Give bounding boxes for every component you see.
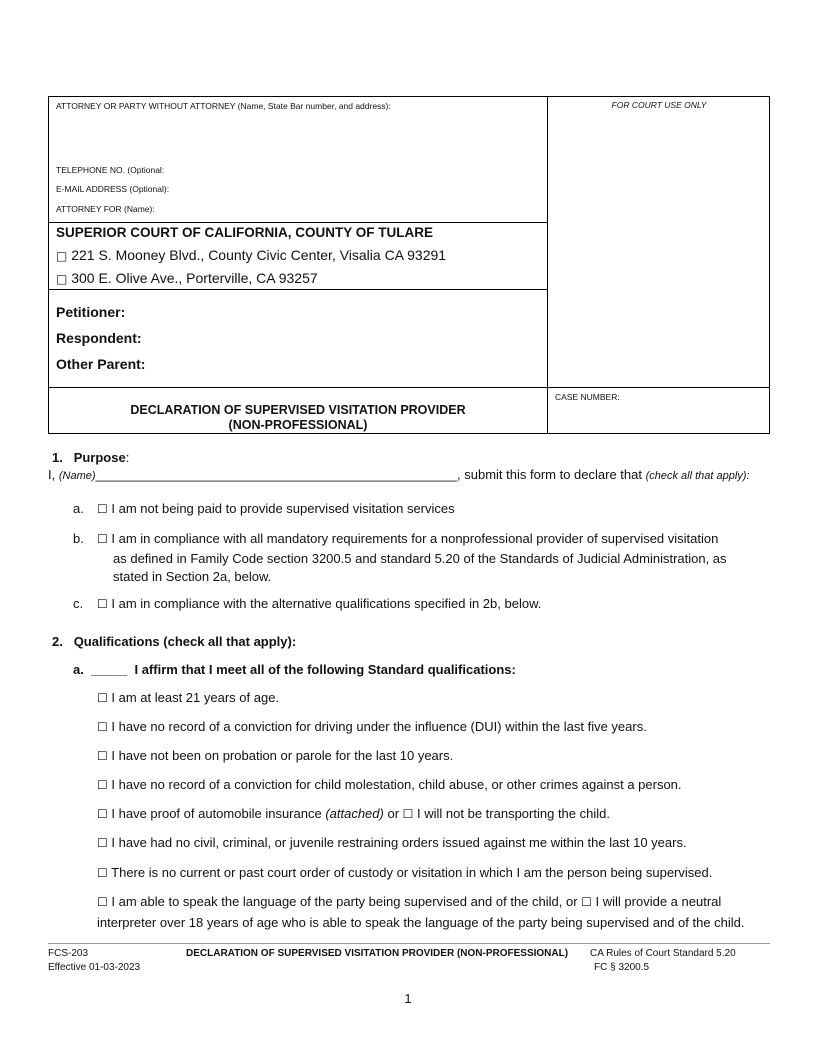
section-1-heading: 1. Purpose: xyxy=(52,450,130,465)
checkbox[interactable]: ☐ xyxy=(97,749,108,763)
purpose-statement: I, (Name)__________________________________________________, submit this form to declare that (check all that apply): xyxy=(48,467,750,482)
form-id: FCS-203 xyxy=(48,948,89,959)
caption-rule xyxy=(49,222,547,223)
purpose-item: ☐ I am not being paid to provide supervised visitation services xyxy=(97,501,455,516)
case-number-label: CASE NUMBER: xyxy=(555,392,620,402)
initials-blank[interactable]: _____ xyxy=(91,662,128,677)
qualification-item: ☐ I have no record of a conviction for driving under the influence (DUI) within the last five years. xyxy=(97,719,647,734)
qualification-item: ☐ I am at least 21 years of age. xyxy=(97,690,280,705)
checkbox[interactable]: ☐ xyxy=(97,720,108,734)
checkbox[interactable]: ☐ xyxy=(97,502,108,516)
respondent-label: Respondent: xyxy=(56,330,142,346)
caption-rule xyxy=(49,289,547,290)
checkbox[interactable]: ☐ xyxy=(97,895,108,909)
purpose-item-continued: stated in Section 2a, below. xyxy=(113,569,272,584)
purpose-item-letter: c. xyxy=(73,596,84,611)
qualification-item: ☐ I have had no civil, criminal, or juvenile restraining orders issued against me within the last 10 years. xyxy=(97,835,687,850)
checkbox[interactable]: ☐ xyxy=(97,807,108,821)
qualification-item: ☐ I have no record of a conviction for child molestation, child abuse, or other crimes against a person. xyxy=(97,777,682,792)
checkbox[interactable]: □ xyxy=(56,249,68,263)
checkbox[interactable]: ☐ xyxy=(402,807,414,821)
checkbox[interactable]: ☐ xyxy=(97,532,108,546)
name-blank[interactable]: __________________________________________________ xyxy=(95,467,458,482)
checkbox[interactable]: ☐ xyxy=(97,778,108,792)
footer-code-reference: FC § 3200.5 xyxy=(594,962,650,973)
purpose-item-continued: as defined in Family Code section 3200.5 and standard 5.20 of the Standards of Judicial Administration, as xyxy=(113,551,727,566)
checkbox[interactable]: ☐ xyxy=(97,691,108,705)
court-use-label: FOR COURT USE ONLY xyxy=(611,100,707,110)
caption-table xyxy=(48,96,770,434)
court-address-visalia: □ 221 S. Mooney Blvd., County Civic Center, Visalia CA 93291 xyxy=(56,247,447,263)
qualification-item: ☐ There is no current or past court order of custody or visitation in which I am the person being supervised. xyxy=(97,865,713,880)
footer-rule xyxy=(48,943,770,944)
qualification-item-insurance: ☐ I have proof of automobile insurance (attached) or ☐ I will not be transporting the child. xyxy=(97,806,610,821)
checkbox[interactable]: ☐ xyxy=(97,836,108,850)
purpose-item: ☐ I am in compliance with all mandatory requirements for a nonprofessional provider of supervised visitation xyxy=(97,531,719,546)
caption-divider xyxy=(547,97,548,434)
attorney-label: ATTORNEY OR PARTY WITHOUT ATTORNEY (Name, State Bar number, and address): xyxy=(56,101,391,111)
purpose-item: ☐ I am in compliance with the alternative qualifications specified in 2b, below. xyxy=(97,596,542,611)
qualification-item-language: ☐ I am able to speak the language of the party being supervised and of the child, or ☐ I will provide a neutral xyxy=(97,894,722,909)
petitioner-label: Petitioner: xyxy=(56,304,126,320)
page-number: 1 xyxy=(404,991,412,1006)
other-parent-label: Other Parent: xyxy=(56,356,146,372)
footer-title: DECLARATION OF SUPERVISED VISITATION PROVIDER (NON-PROFESSIONAL) xyxy=(186,948,569,959)
section-2-heading: 2. Qualifications (check all that apply): xyxy=(52,634,297,649)
purpose-item-letter: b. xyxy=(73,531,84,546)
qualification-item-continued: interpreter over 18 years of age who is able to speak the language of the party being supervised and of the child. xyxy=(97,915,745,930)
effective-date: Effective 01-03-2023 xyxy=(48,962,141,973)
court-name: SUPERIOR COURT OF CALIFORNIA, COUNTY OF TULARE xyxy=(56,225,433,240)
court-address-porterville: □ 300 E. Olive Ave., Porterville, CA 93257 xyxy=(56,270,318,286)
footer-rule-reference: CA Rules of Court Standard 5.20 xyxy=(590,948,736,959)
checkbox[interactable]: ☐ xyxy=(97,866,108,880)
caption-rule xyxy=(49,387,770,388)
qualification-a-heading: a. _____ I affirm that I meet all of the following Standard qualifications: xyxy=(73,662,516,677)
qualification-item: ☐ I have not been on probation or parole for the last 10 years. xyxy=(97,748,454,763)
document-title: DECLARATION OF SUPERVISED VISITATION PROVIDER (NON-PROFESSIONAL) xyxy=(130,403,466,432)
checkbox[interactable]: □ xyxy=(56,272,68,286)
checkbox[interactable]: ☐ xyxy=(97,597,108,611)
checkbox[interactable]: ☐ xyxy=(581,895,592,909)
purpose-item-letter: a. xyxy=(73,501,84,516)
email-label: E-MAIL ADDRESS (Optional): xyxy=(56,184,170,194)
attorney-for-label: ATTORNEY FOR (Name): xyxy=(56,204,155,214)
telephone-label: TELEPHONE NO. (Optional: xyxy=(56,165,165,175)
